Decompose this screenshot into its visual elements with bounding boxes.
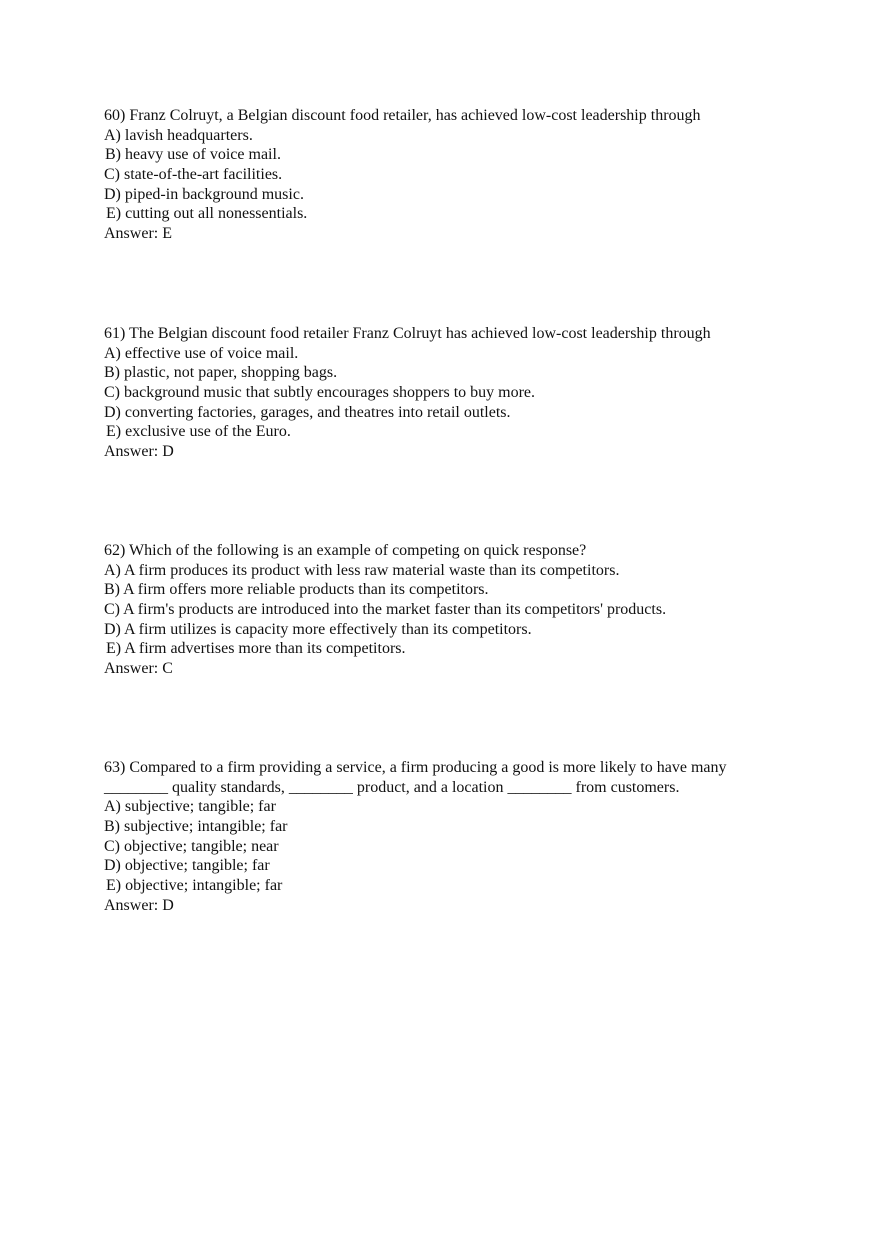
question-stem: 62) Which of the following is an example of competing on quick response? <box>104 542 587 559</box>
answer: Answer: D <box>104 443 174 461</box>
option-c: C) objective; tangible; near <box>104 837 279 855</box>
question-63 <box>104 758 804 916</box>
option-e: E) exclusive use of the Euro. <box>106 423 291 441</box>
option-a: A) effective use of voice mail. <box>104 344 299 362</box>
option-c: C) background music that subtly encourages shoppers to buy more. <box>104 384 536 402</box>
option-b: B) heavy use of voice mail. <box>105 146 281 164</box>
question-stem: 61) The Belgian discount food retailer Franz Colruyt has achieved low-cost leadership through <box>104 325 711 342</box>
option-d: D) piped-in background music. <box>104 185 304 203</box>
option-a: A) subjective; tangible; far <box>104 798 276 816</box>
option-d: D) converting factories, garages, and theatres into retail outlets. <box>104 403 511 421</box>
option-a: A) A firm produces its product with less raw material waste than its competitors. <box>104 561 620 579</box>
question-stem-line-2: ________ quality standards, ________ product, and a location ________ from customers. <box>104 778 680 796</box>
option-c: C) A firm's products are introduced into the market faster than its competitors' products. <box>104 601 667 619</box>
option-b: B) plastic, not paper, shopping bags. <box>104 364 338 382</box>
option-e: E) objective; intangible; far <box>106 877 283 895</box>
question-61 <box>104 324 804 462</box>
answer: Answer: C <box>104 660 173 678</box>
option-b: B) A firm offers more reliable products than its competitors. <box>104 581 489 599</box>
option-c: C) state-of-the-art facilities. <box>104 166 283 184</box>
option-b: B) subjective; intangible; far <box>104 818 288 836</box>
question-62 <box>104 541 804 679</box>
option-a: A) lavish headquarters. <box>104 126 253 144</box>
option-d: D) A firm utilizes is capacity more effectively than its competitors. <box>104 620 532 638</box>
answer: Answer: E <box>104 225 172 243</box>
question-60 <box>104 106 804 244</box>
answer: Answer: D <box>104 896 174 914</box>
question-stem-line-1: 63) Compared to a firm providing a service, a firm producing a good is more likely to have many <box>104 759 727 776</box>
question-stem: 60) Franz Colruyt, a Belgian discount food retailer, has achieved low-cost leadership through <box>104 107 701 124</box>
option-e: E) A firm advertises more than its competitors. <box>106 640 406 658</box>
option-e: E) cutting out all nonessentials. <box>106 205 308 223</box>
option-d: D) objective; tangible; far <box>104 857 270 875</box>
